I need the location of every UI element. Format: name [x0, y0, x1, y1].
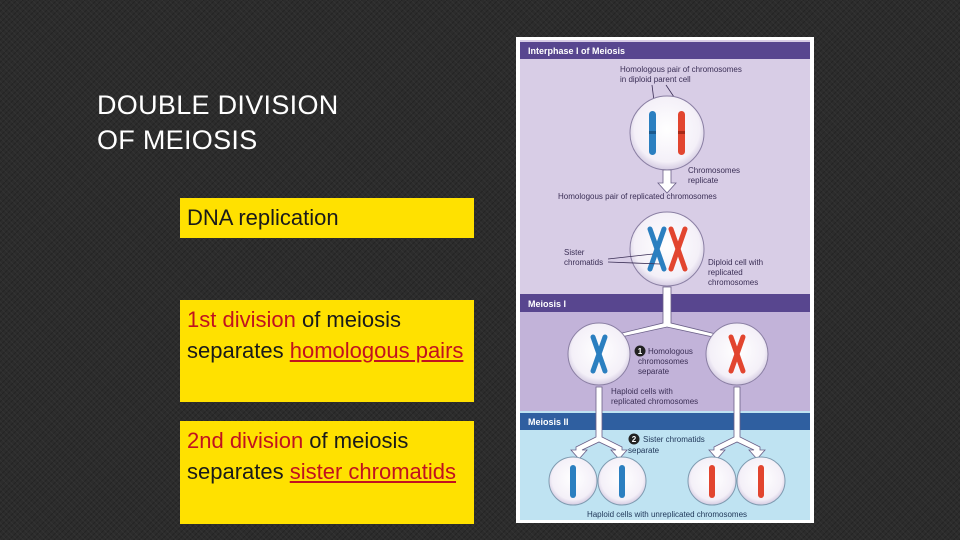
step1-line1: Homologous: [648, 347, 693, 356]
parent-cell: [630, 96, 704, 170]
gamete-1-chromosome: [570, 465, 576, 498]
dna-replication-box: [180, 198, 474, 238]
label-homologous-pair-2: in diploid parent cell: [620, 75, 691, 84]
step2-line2: separate: [628, 446, 660, 455]
label-replicated-pair: Homologous pair of replicated chromosomes: [558, 192, 717, 201]
gamete-3-chromosome: [709, 465, 715, 498]
slide-title-line-2: OF MEIOSIS: [97, 125, 258, 155]
first-division-label: 1st division: [187, 307, 296, 332]
interphase-header: Interphase I of Meiosis: [528, 46, 626, 56]
meiosis-diagram: [516, 37, 814, 523]
label-sister: Sister: [564, 248, 585, 257]
step1-line2: chromosomes: [638, 357, 689, 366]
label-diploid-1: Diploid cell with: [708, 258, 764, 267]
label-replicate: replicate: [688, 176, 719, 185]
label-chromatids: chromatids: [564, 258, 604, 267]
gamete-4-chromosome: [758, 465, 764, 498]
label-diploid-2: replicated: [708, 268, 743, 277]
slide-title: [97, 88, 339, 158]
label-haploid-repl-1: Haploid cells with: [611, 387, 673, 396]
dna-replication-text: DNA replication: [187, 205, 339, 230]
step2-line1: Sister chromatids: [643, 435, 705, 444]
red-centromere: [678, 131, 685, 134]
label-haploid-unrepl: Haploid cells with unreplicated chromosomes: [586, 510, 748, 519]
label-chromosomes: Chromosomes: [688, 166, 741, 175]
step1-line3: separate: [638, 367, 670, 376]
meiosis-figure: [516, 37, 814, 523]
slide-title-line-1: DOUBLE DIVISION: [97, 90, 339, 120]
step1-number: 1: [637, 347, 643, 356]
blue-centromere: [649, 131, 656, 134]
second-division-label: 2nd division: [187, 428, 304, 453]
step2-number: 2: [631, 435, 637, 444]
label-homologous-pair-1: Homologous pair of chromosomes: [620, 65, 742, 74]
meiosis2-header: Meiosis II: [528, 417, 569, 427]
second-division-box: [180, 421, 474, 524]
diploid-replicated-cell: [630, 212, 704, 286]
homologous-pairs-text: homologous pairs: [289, 338, 464, 363]
label-haploid-repl-2: replicated chromosomes: [611, 397, 699, 406]
meiosis1-header: Meiosis I: [528, 299, 567, 309]
sister-chromatids-text: sister chromatids: [289, 459, 457, 484]
second-division-text: of meiosis separates: [187, 428, 409, 484]
gamete-2-chromosome: [619, 465, 625, 498]
first-division-text: of meiosis separates: [187, 307, 401, 363]
first-division-box: [180, 300, 474, 402]
label-diploid-3: chromosomes: [708, 278, 759, 287]
